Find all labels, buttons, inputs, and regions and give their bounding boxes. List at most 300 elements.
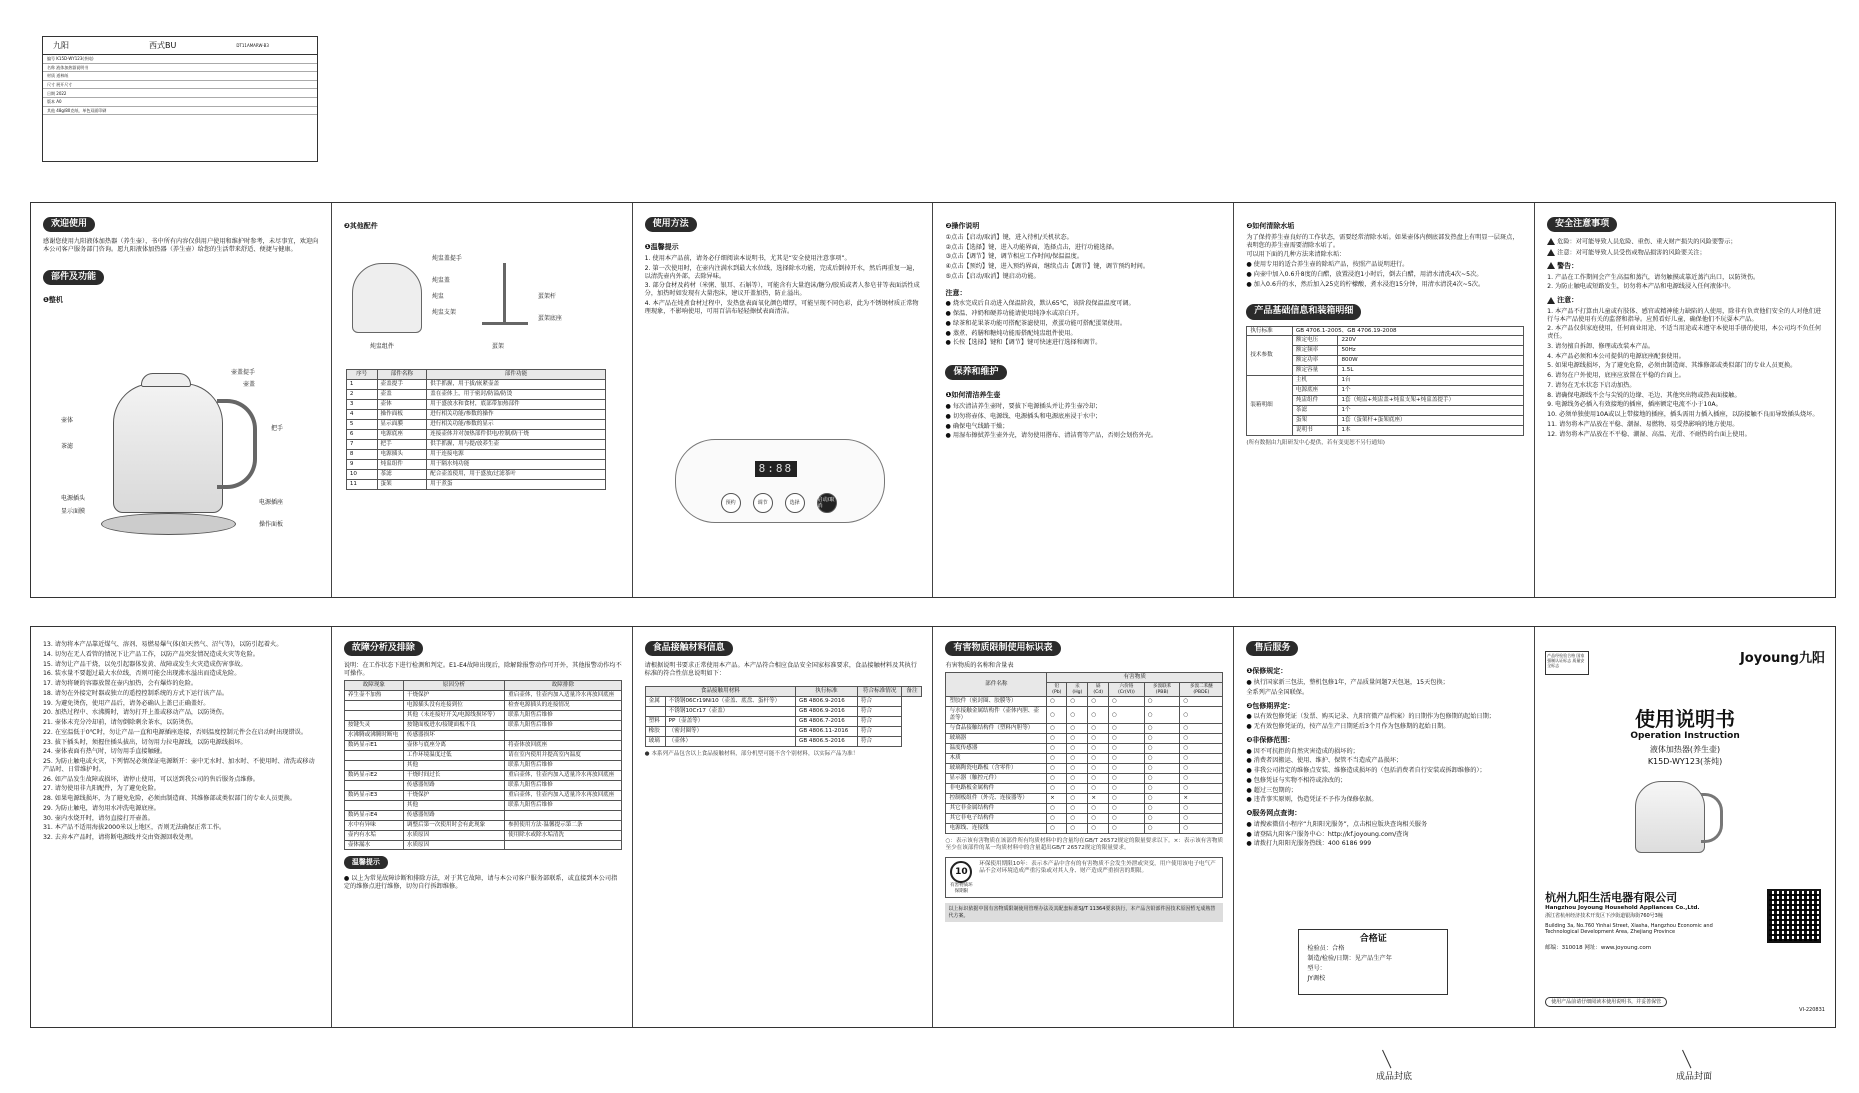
trouble-row-cell: 工作环境温度过低 xyxy=(403,750,504,760)
hazard-row-cell: ○ xyxy=(1088,824,1109,834)
food-th-material: 食品接触用材料 xyxy=(645,686,795,696)
address-en: Building 3a, No.760 Yinhai Street, Xiasha, Hangzhou Economic and Technological Development Area, Zhejiang Province xyxy=(1545,923,1713,936)
tech-cell: 额定频率 xyxy=(1292,346,1338,356)
trouble-row-cell: 水沸腾或沸腾时断电 xyxy=(344,730,403,740)
label-panel: 操作面板 xyxy=(259,521,284,528)
label-socket: 电源插座 xyxy=(259,499,284,506)
label-body: 壶体 xyxy=(61,417,74,424)
trouble-th-symptom: 故障现象 xyxy=(344,680,403,690)
button-adjust[interactable]: 调节 xyxy=(753,493,773,513)
ops-note: ● 蒸煮、药膳和糖炖功能需搭配炖盅组件使用。 xyxy=(945,329,1077,337)
parts-row xyxy=(346,449,605,459)
hazard-row xyxy=(946,764,1223,774)
trouble-row-cell: 干烧保护 xyxy=(403,690,504,700)
hazard-row-cell: ○ xyxy=(1180,764,1223,774)
company-en: Hangzhou Joyoung Household Appliances Co.,Ltd. xyxy=(1545,905,1700,911)
hazard-row-cell: ○ xyxy=(1144,804,1180,814)
hazard-row-cell: ○ xyxy=(1180,734,1223,744)
hazard-row xyxy=(946,824,1223,834)
hazard-row-cell: ○ xyxy=(1067,754,1088,764)
notice-item: 1. 本产品不打算由儿童或有肢体、感官或精神能力缺陷的人使用，除非有负责他们安全的人对他们进行与本产品使用有关的监督和指导。应照看好儿童，确保他们不玩耍本产品。 xyxy=(1547,307,1822,323)
doc-code: VI-220831 xyxy=(1799,1007,1825,1013)
trouble-row-cell xyxy=(344,760,403,770)
hazard-th-substance: 六价铬(Cr(VI)) xyxy=(1109,682,1145,696)
safety-item: 27. 请勿使用非九阳配件，为了避免危险。 xyxy=(43,785,160,793)
trouble-row-cell: 其他（未连接好开关/电源线损坏等） xyxy=(403,710,504,720)
cert-title: 合格证 xyxy=(1359,934,1387,944)
food-row-cell: GB 4806.9-2016 xyxy=(795,696,857,706)
trouble-row-cell: 数码显示E1 xyxy=(344,740,403,750)
ops-step: ③点击【调节】键，调节相应工作时间/保温温度。 xyxy=(945,253,1084,261)
cert-row: 制造/检验/日期：见产品生产年 xyxy=(1307,955,1392,962)
tech-footnote: (所有数据由九阳研发中心提供，若有变更恕不另行通知) xyxy=(1246,440,1385,447)
label-stew-pot: 炖盅 xyxy=(431,293,444,300)
food-intro: 请根据说明书要求正常使用本产品。本产品符合相应食品安全国家标准要求，食品接触材料及其执行标准的符合性信息说明如下： xyxy=(644,662,917,677)
hazard-row xyxy=(946,734,1223,744)
service-item: ● 请拨打九阳阳光服务热线：400 6186 999 xyxy=(1246,840,1372,848)
hazard-row-cell: 塑胶件（密封圈、胶膜等） xyxy=(946,697,1047,707)
tech-row xyxy=(1247,326,1524,336)
safety-item: 14. 切勿在无人看管的情况下让产品工作，以防产品突发情况造成火灾等危险。 xyxy=(43,650,259,658)
food-row-cell: 玻璃 xyxy=(645,736,665,746)
trouble-row-cell: 按键面板进水/接键面板不良 xyxy=(403,720,504,730)
trouble-row xyxy=(344,830,621,840)
hazard-row-cell: ○ xyxy=(1109,794,1145,804)
hazard-row-cell: ○ xyxy=(1067,774,1088,784)
ops-note-title: 注意： xyxy=(945,288,967,297)
panel-hazardous xyxy=(933,627,1234,1027)
button-start-cancel[interactable]: 启动/取消 xyxy=(817,493,837,513)
cover-title-cn: 使用说明书 xyxy=(1635,707,1736,731)
hazard-row-cell: ○ xyxy=(1047,774,1067,784)
tech-cell: 额定功率 xyxy=(1292,356,1338,366)
hazard-row-cell: 电源线、连接线 xyxy=(946,824,1047,834)
hazard-row xyxy=(946,784,1223,794)
clean-title: ❶如何清洁养生壶 xyxy=(945,391,1001,400)
trouble-row-cell: 重启壶体，往壶内加入适量冷水再放回底座 xyxy=(505,770,622,780)
tech-group: 技术参数 xyxy=(1247,336,1293,376)
trouble-row-cell xyxy=(344,780,403,790)
hazard-row-cell: ○ xyxy=(1067,814,1088,824)
trouble-row xyxy=(344,780,621,790)
trouble-title: 故障分析及排除 xyxy=(344,641,423,656)
trouble-row-cell: 检查电源插头的连接情况 xyxy=(505,700,622,710)
tech-table xyxy=(1246,326,1524,437)
trouble-row-cell: 养生壶不加热 xyxy=(344,690,403,700)
hazard-row-cell: 温度传感器 xyxy=(946,744,1047,754)
food-row-cell: 符合 xyxy=(857,706,902,716)
notice-title: 注意： xyxy=(1557,296,1579,304)
hazard-row-cell: ○ xyxy=(1180,697,1223,707)
warning-item: 2. 为防止触电或短路发生，切勿将本产品和电源线浸入任何液体中。 xyxy=(1547,283,1735,291)
parts-row-cell: 把手 xyxy=(377,439,427,449)
trouble-row-cell: 将壶体放回底座 xyxy=(505,740,622,750)
label-lid-handle: 壶盖提手 xyxy=(231,369,256,376)
cover-model: K15D-WY123(茶炖) xyxy=(1647,757,1723,766)
hazard-row-cell: ○ xyxy=(1047,707,1067,724)
trouble-row-cell xyxy=(505,840,622,850)
trouble-row-cell xyxy=(344,700,403,710)
parts-row xyxy=(346,459,605,469)
hazard-row-cell: ○ xyxy=(1180,707,1223,724)
parts-row-cell: 进行相关功能/参数的显示 xyxy=(427,419,606,429)
hazard-row-cell: ○ xyxy=(1180,814,1223,824)
ops-note: ● 烧水完成后自动进入保温阶段，默认65℃，该阶段保温温度可调。 xyxy=(945,300,1135,308)
parts-row-cell: 用于连接电源 xyxy=(427,449,606,459)
food-row-cell: GB 4806.7-2016 xyxy=(795,716,857,726)
trouble-row xyxy=(344,700,621,710)
trouble-row xyxy=(344,790,621,800)
control-panel-illustration xyxy=(675,439,885,523)
trouble-row-cell: 联系九阳售后维修 xyxy=(505,800,622,810)
hazard-row-cell: ○ xyxy=(1144,764,1180,774)
hazard-row-cell: ○ xyxy=(1047,814,1067,824)
tech-cell: GB 4706.1-2005、GB 4706.19-2008 xyxy=(1292,326,1523,336)
panel-safety xyxy=(1535,203,1835,597)
welcome-text: 感谢您使用九阳液体加热器（养生壶），书中所有内容仅供用户使用和维护时参考，未尽事宜，欢迎向本公司客户服务部门咨询。愿九阳液体加热器（养生壶）给您的生活带来舒适、便捷与健康。 xyxy=(43,238,319,253)
tech-cell: 1套（炖盅+炖盅盖+炖盅支架+炖盅盖提手） xyxy=(1338,396,1524,406)
ops-step: ⑤点击【启动/取消】键启动功能。 xyxy=(945,272,1040,280)
safety-item: 21. 壶体未充分冷却前，请勿倒除剩余茶水，以防烫伤。 xyxy=(43,719,198,726)
parts-row-cell: 用于盛放水和食材，底部带加热部件 xyxy=(427,399,606,409)
trouble-row xyxy=(344,750,621,760)
hazard-title: 有害物质限制使用标识表 xyxy=(945,641,1060,656)
hazard-row-cell: ○ xyxy=(1180,784,1223,794)
ops-step: ①点击【启动/取消】键，进入待机/关机状态。 xyxy=(945,233,1073,241)
hazard-row-cell: ○ xyxy=(1180,824,1223,834)
parts-row-cell: 7 xyxy=(346,439,377,449)
parts-row xyxy=(346,399,605,409)
hazard-row-cell: ○ xyxy=(1144,744,1180,754)
hazard-row-cell: ○ xyxy=(1109,784,1145,794)
notice-item: 9. 电源线务必插入有效接地的插座，插座额定电流不小于10A。 xyxy=(1547,401,1722,409)
label-plug: 电源插头 xyxy=(61,495,86,502)
parts-table xyxy=(346,369,606,490)
hazard-row-cell: ○ xyxy=(1088,814,1109,824)
env-period-icon: 10 xyxy=(950,861,972,883)
hazard-row-cell: ○ xyxy=(1088,764,1109,774)
tech-row xyxy=(1247,336,1524,346)
trouble-row-cell: 联系九阳售后维修 xyxy=(505,710,622,720)
hazard-row xyxy=(946,804,1223,814)
kettle-lid xyxy=(141,373,191,387)
parts-row-cell: 5 xyxy=(346,419,377,429)
panel-safety-continued xyxy=(31,627,332,1027)
button-reserve[interactable]: 预约 xyxy=(721,493,741,513)
hazard-row-cell: ○ xyxy=(1047,784,1067,794)
trouble-row-cell xyxy=(344,710,403,720)
panel-troubleshooting xyxy=(332,627,633,1027)
hazard-row-cell: ○ xyxy=(1109,824,1145,834)
exclusion-item: ● 超过三包期的； xyxy=(1246,786,1297,794)
food-row-cell: GB 4806.5-2016 xyxy=(795,736,857,746)
descale-step: ● 加入0.6升的水，然后加入25克的柠檬酸，煮水浸泡15分钟，用清水清洗4次~5次。 xyxy=(1246,280,1485,288)
food-note: ● 本系列产品包含以上食品接触材料，部分机型可能不含个别材料，以实际产品为准！ xyxy=(644,750,859,757)
safety-item: 20. 加热过程中、水沸腾时，请勿打开上盖或移动产品，以防烫伤。 xyxy=(43,709,229,717)
panel-food-contact xyxy=(633,627,934,1027)
notice-item: 3. 请勿擅自拆卸、修理或改装本产品。 xyxy=(1547,342,1655,350)
hazard-row-cell: 其它非金属结构件 xyxy=(946,804,1047,814)
ops-note: ● 长按【选择】键和【调节】键可快速进行选择和调节。 xyxy=(945,339,1102,347)
footer-note: 使用产品前请仔细阅读本使用说明书，并妥善保管 xyxy=(1545,997,1667,1007)
qr-code xyxy=(1767,889,1821,943)
cover-product: 液体加热器(养生壶) xyxy=(1649,745,1721,754)
notice-item: 12. 请勿将本产品放在不平稳、潮湿、高温、光滑、不耐热的台面上使用。 xyxy=(1547,430,1751,438)
label-back-cover: 成品封底 xyxy=(1376,1072,1413,1082)
trouble-row xyxy=(344,810,621,820)
cover-title-en: Operation Instruction xyxy=(1630,731,1740,741)
descale-step: ● 向壶中加入0.6升8度的白醋，放置浸泡1小时后，倒去白醋，用清水清洗4次~5次。 xyxy=(1246,270,1483,278)
kettle-handle xyxy=(217,399,257,489)
trouble-row-cell xyxy=(505,810,622,820)
food-table xyxy=(645,686,923,747)
parts-row-cell: 壶盖提手 xyxy=(377,379,427,389)
food-row-cell: GB 4806.9-2016 xyxy=(795,706,857,716)
trouble-row-cell: 其他 xyxy=(403,800,504,810)
trouble-row xyxy=(344,820,621,830)
caption-stew: 炖盅组件 xyxy=(369,343,394,350)
hazard-row-cell: ○ xyxy=(1067,707,1088,724)
env-caption: 有害物质环保期限 xyxy=(950,883,973,894)
warranty-title: ❶保修规定： xyxy=(1246,667,1288,676)
hazard-footnotes: ○：表示该有害物质在该部件所有均质材料中的含量均在GB/T 26572规定的限量要求以下。×：表示该有害物质至少在该部件的某一均质材料中的含量超出GB/T 26572规定的限量要求。 xyxy=(945,838,1224,852)
parts-row-cell: 壶体 xyxy=(377,399,427,409)
safety-title: 安全注意事项 xyxy=(1547,217,1617,232)
trouble-row xyxy=(344,690,621,700)
trouble-row-cell: 按键失灵 xyxy=(344,720,403,730)
hazard-row-cell: ○ xyxy=(1067,734,1088,744)
tech-group: 装箱明细 xyxy=(1247,376,1293,436)
hazard-row-cell: 玻璃器 xyxy=(946,734,1047,744)
hazard-row-cell: 其它非电子结构件 xyxy=(946,814,1047,824)
trouble-row-cell xyxy=(344,800,403,810)
trouble-row-cell: 壶内有水垢 xyxy=(344,830,403,840)
hazard-th-part: 部件名称 xyxy=(946,673,1047,697)
hazard-row-cell: ○ xyxy=(1047,804,1067,814)
hazard-row-cell: ○ xyxy=(1088,784,1109,794)
label-stew-lid: 炖盅盖 xyxy=(431,277,450,284)
notice-item: 2. 本产品仅供家庭使用，任何商业用途、不适当用途或未遵守本使用手册的使用，本公司均不负任何责任。 xyxy=(1547,325,1822,340)
notice-item: 10. 必须单独使用10A或以上带接地的插座，插头需用力插入插座，以防接触不良而导致插头烧坏。 xyxy=(1547,411,1819,418)
notice-item: 11. 请勿将本产品放在平稳、潮湿、易燃物、易受热影响的地方使用。 xyxy=(1547,420,1739,428)
trouble-row xyxy=(344,770,621,780)
parts-row-cell: 4 xyxy=(346,409,377,419)
hazard-row-cell: ○ xyxy=(1144,794,1180,804)
caution-text: 注意：对可能导致人员受伤或物品损害的风险要关注； xyxy=(1557,249,1706,256)
trouble-row-cell: 传感器短路 xyxy=(403,780,504,790)
stew-pot-illustration xyxy=(352,263,422,333)
trouble-row xyxy=(344,840,621,850)
hazard-th-substance: 铅(Pb) xyxy=(1047,682,1067,696)
warning-item: 1. 产品在工作期间会产生高温和蒸汽，请勿触摸或靠近蒸汽出口，以防烫伤。 xyxy=(1547,273,1760,281)
trouble-th-cause: 原因分析 xyxy=(403,680,504,690)
service-item: ● 请登陆九阳客户服务中心：http://kf.joyoung.com/查询 xyxy=(1246,830,1409,838)
food-row-cell: 符合 xyxy=(857,736,902,746)
parts-th-func: 部件功能 xyxy=(427,370,606,380)
usage-tip: 4. 本产品在炖煮食材过程中，发热盘表面氧化颜色增厚，可能呈现不同色彩，此为不锈钢材质正常物理现象，不影响使用，可用百洁布轻轻擦拭表面清洁。 xyxy=(644,299,919,315)
parts-row-cell: 电源底座 xyxy=(377,429,427,439)
safety-item: 31. 本产品不适用海拔2000米以上地区，否则无法确保正常工作。 xyxy=(43,824,226,832)
spec-dept: 西式BU xyxy=(149,40,177,50)
cert-row: 型号： xyxy=(1307,964,1326,972)
hazard-row-cell: ○ xyxy=(1109,804,1145,814)
trouble-row-cell: 电源插头没有连接到位 xyxy=(403,700,504,710)
address-cn: 浙江省杭州经济技术开发区下沙街道银海街760号3幢 xyxy=(1545,913,1663,919)
parts-row-cell: 蛋架 xyxy=(377,479,427,489)
tech-title: 产品基础信息和装箱明细 xyxy=(1246,304,1361,319)
safety-item: 30. 壶内水烧开时，请勿直接打开壶盖。 xyxy=(43,814,154,822)
button-select[interactable]: 选择 xyxy=(785,493,805,513)
period-item: ● 无有效包修凭证的，按产品生产日期延后3个月作为包修期的起始日期。 xyxy=(1246,723,1450,730)
top-strip xyxy=(30,202,1836,598)
parts-row-cell: 6 xyxy=(346,429,377,439)
panel-aftersales xyxy=(1234,627,1535,1027)
parts-row xyxy=(346,389,605,399)
parts-row xyxy=(346,479,605,489)
hazard-row-cell: ○ xyxy=(1088,697,1109,707)
hazard-row-cell: ○ xyxy=(1144,774,1180,784)
service-item: ● 请搜索微信小程序“九阳阳光服务”，点击相应版块查询相关服务 xyxy=(1246,820,1428,828)
hazard-row-cell: ○ xyxy=(1180,724,1223,734)
trouble-row-cell xyxy=(505,730,622,740)
env-text: 环保使用期限10年：表示本产品中含有的有害物质不会发生外泄或突变，用户使用该电子电气产品不会对环境造成严重污染或对其人身、财产造成严重损害的期限。 xyxy=(979,861,1216,875)
label-stew-holder: 炖盅支架 xyxy=(431,309,456,316)
trouble-row-cell: 数码显示E3 xyxy=(344,790,403,800)
hazard-row-cell: ○ xyxy=(1067,794,1088,804)
parts-row-cell: 1 xyxy=(346,379,377,389)
food-row xyxy=(645,726,922,736)
descale-step: 可以用下面的几种方法来清除水垢： xyxy=(1246,251,1346,259)
safety-item: 13. 请勿将本产品靠近煤气、溶剂、易燃易爆气体(如天然气、沼气等)，以防引起着火。 xyxy=(43,641,283,648)
trouble-row xyxy=(344,730,621,740)
hazard-row xyxy=(946,697,1223,707)
hazard-row-cell: ○ xyxy=(1088,724,1109,734)
trouble-th-fix: 故障排除 xyxy=(505,680,622,690)
food-row-cell: 符合 xyxy=(857,696,902,706)
label-lid: 壶盖 xyxy=(243,381,256,388)
tech-cell: 炖盅组件 xyxy=(1292,396,1338,406)
food-row-cell: GB 4806.11-2016 xyxy=(795,726,857,736)
parts-row-cell: 3 xyxy=(346,399,377,409)
food-row xyxy=(645,696,922,706)
ops-step: ②点击【选择】键，进入功能界面，选择点击，进行功能选择。 xyxy=(945,243,1119,251)
trouble-row-cell: 重启壶体，往壶内加入适量冷水再放回底座 xyxy=(505,790,622,800)
trouble-row-cell: 其他 xyxy=(403,760,504,770)
hazard-row-cell: 非电路板金属构件 xyxy=(946,784,1047,794)
tech-cell: 茶滤 xyxy=(1292,406,1338,416)
ops-step: ④点击【预约】键，进入预约界面，继续点击【调节】键，调节预约时间。 xyxy=(945,263,1150,270)
tech-cell: 电源底座 xyxy=(1292,386,1338,396)
hazard-row-cell: ○ xyxy=(1088,734,1109,744)
hazard-row-cell: ○ xyxy=(1047,724,1067,734)
stamp-box: 产品经检验合格 国家强制认证标志 质量安全标志 xyxy=(1545,651,1589,675)
pointer-front xyxy=(1682,1050,1691,1069)
contact-info: 邮编：310018 网址：www.joyoung.com xyxy=(1545,945,1652,951)
trouble-row-cell: 参照使用方法·温馨提示第二条 xyxy=(505,820,622,830)
trouble-row-cell: 壶体与底座分离 xyxy=(403,740,504,750)
safety-item: 19. 为避免烫伤，使用产品后，请务必确认上盖已正确盖好。 xyxy=(43,699,210,707)
spec-row: 材质 道林纸 xyxy=(43,72,317,81)
trouble-row xyxy=(344,710,621,720)
pointer-back xyxy=(1382,1050,1391,1069)
hazard-row-cell: ○ xyxy=(1144,734,1180,744)
descale-step: 为了保持养生壶良好的工作状态，需要经常清除水垢。如果壶体内侧底部发热盘上有明显一层斑点，表明您的养生壶需要清除水垢了。 xyxy=(1246,233,1519,249)
panel-usage xyxy=(633,203,934,597)
other-accessories-title: ❷其他配件 xyxy=(343,222,378,230)
parts-row-cell: 供手抓握，用于拔/嵌紧壶盖 xyxy=(427,379,606,389)
safety-item: 26. 如产品发生故障或损坏，请停止使用，可以送到我公司的售后服务点维修。 xyxy=(43,775,259,783)
parts-row xyxy=(346,379,605,389)
hazard-row xyxy=(946,794,1223,804)
safety-item: 17. 请勿将硬的容器放置在壶内加热，会有爆炸的危险。 xyxy=(43,680,198,687)
hazard-row-cell: 控制板组件（外壳、连接器等） xyxy=(946,794,1047,804)
hazard-row-cell: 木质 xyxy=(946,754,1047,764)
hazard-row-cell: ○ xyxy=(1088,707,1109,724)
tech-cell: 1个 xyxy=(1338,406,1524,416)
whole-title: ❶整机 xyxy=(43,296,63,304)
hazard-row-cell: ○ xyxy=(1047,754,1067,764)
hazard-row-cell: ○ xyxy=(1088,744,1109,754)
safety-item: 22. 在室温低于0℃时，勿让产品一直和电源插座连接，否则温度控制元件会在启动时出现错误。 xyxy=(43,728,308,736)
panel-operations xyxy=(933,203,1234,597)
trouble-row-cell xyxy=(344,750,403,760)
hazard-th-substance: 多溴联苯(PBB) xyxy=(1144,682,1180,696)
parts-title: 部件及功能 xyxy=(43,270,104,285)
tech-cell: 1个 xyxy=(1338,386,1524,396)
company-cn: 杭州九阳生活电器有限公司 xyxy=(1545,891,1678,904)
parts-row-cell: 供手抓握，用与提/放养生壶 xyxy=(427,439,606,449)
trouble-row-cell: 干烧保护 xyxy=(403,790,504,800)
hazard-row-cell: ○ xyxy=(1109,754,1145,764)
hazard-row-cell: ○ xyxy=(1144,814,1180,824)
hazard-row-cell: ○ xyxy=(1180,774,1223,784)
hazard-row-cell: ○ xyxy=(1109,814,1145,824)
tech-cell: 蛋架 xyxy=(1292,416,1338,426)
tech-cell: 主机 xyxy=(1292,376,1338,386)
hazard-th-substance: 多溴二苯醚(PBDE) xyxy=(1180,682,1223,696)
tip-title: 温馨提示 xyxy=(344,856,388,869)
hazard-row-cell: ○ xyxy=(1144,754,1180,764)
trouble-row xyxy=(344,800,621,810)
parts-th-no: 序号 xyxy=(346,370,377,380)
safety-item: 32. 去弃本产品时，请将断电源线并交由资源回收处理。 xyxy=(43,834,198,841)
hazard-row-cell: ○ xyxy=(1144,697,1180,707)
display-digits: 8:88 xyxy=(755,461,798,477)
danger-text: 危险：对可能导致人员危险、重伤、重大财产损失的风险要警示； xyxy=(1557,238,1737,246)
safety-item: 28. 如果电源线损坏，为了避免危险，必须由制造商、其维修部或类似部门的专业人员更换。 xyxy=(43,795,297,802)
hazard-bottom: 以上标识依据中国有害物质限制使用管理办法及其配套标准SJ/T 11364要求执行，本产品含铅部件因技术原因暂无成熟替代方案。 xyxy=(945,903,1223,922)
trouble-row-cell: 联系九阳售后维修 xyxy=(505,760,622,770)
food-row-cell: 符合 xyxy=(857,726,902,736)
parts-row-cell: 8 xyxy=(346,449,377,459)
panel-accessories xyxy=(332,203,633,597)
hazard-row-cell: 与食品接触结构件（塑料内胆等） xyxy=(946,724,1047,734)
trouble-row-cell: 数码显示E2 xyxy=(344,770,403,780)
food-row-cell xyxy=(645,706,665,716)
hazard-th-substance: 汞(Hg) xyxy=(1067,682,1088,696)
trouble-row-cell: 联系九阳售后维修 xyxy=(505,780,622,790)
food-th-remark: 备注 xyxy=(902,686,922,696)
clean-step: ● 切勿将壶体、电源线、电源插头和电源底座浸于水中； xyxy=(945,412,1102,420)
trouble-row-cell: 干烧时间过长 xyxy=(403,770,504,780)
hazard-row-cell: ○ xyxy=(1109,697,1145,707)
period-title: ❷包修期界定： xyxy=(1246,701,1295,710)
hazard-table xyxy=(945,672,1223,834)
safety-item: 29. 为防止触电，请勿用水冲洗电源底座。 xyxy=(43,804,160,812)
food-row-cell: PP（壶盖等） xyxy=(665,716,795,726)
food-row xyxy=(645,736,922,746)
warranty-item: 全系列产品全国联保。 xyxy=(1246,688,1309,696)
